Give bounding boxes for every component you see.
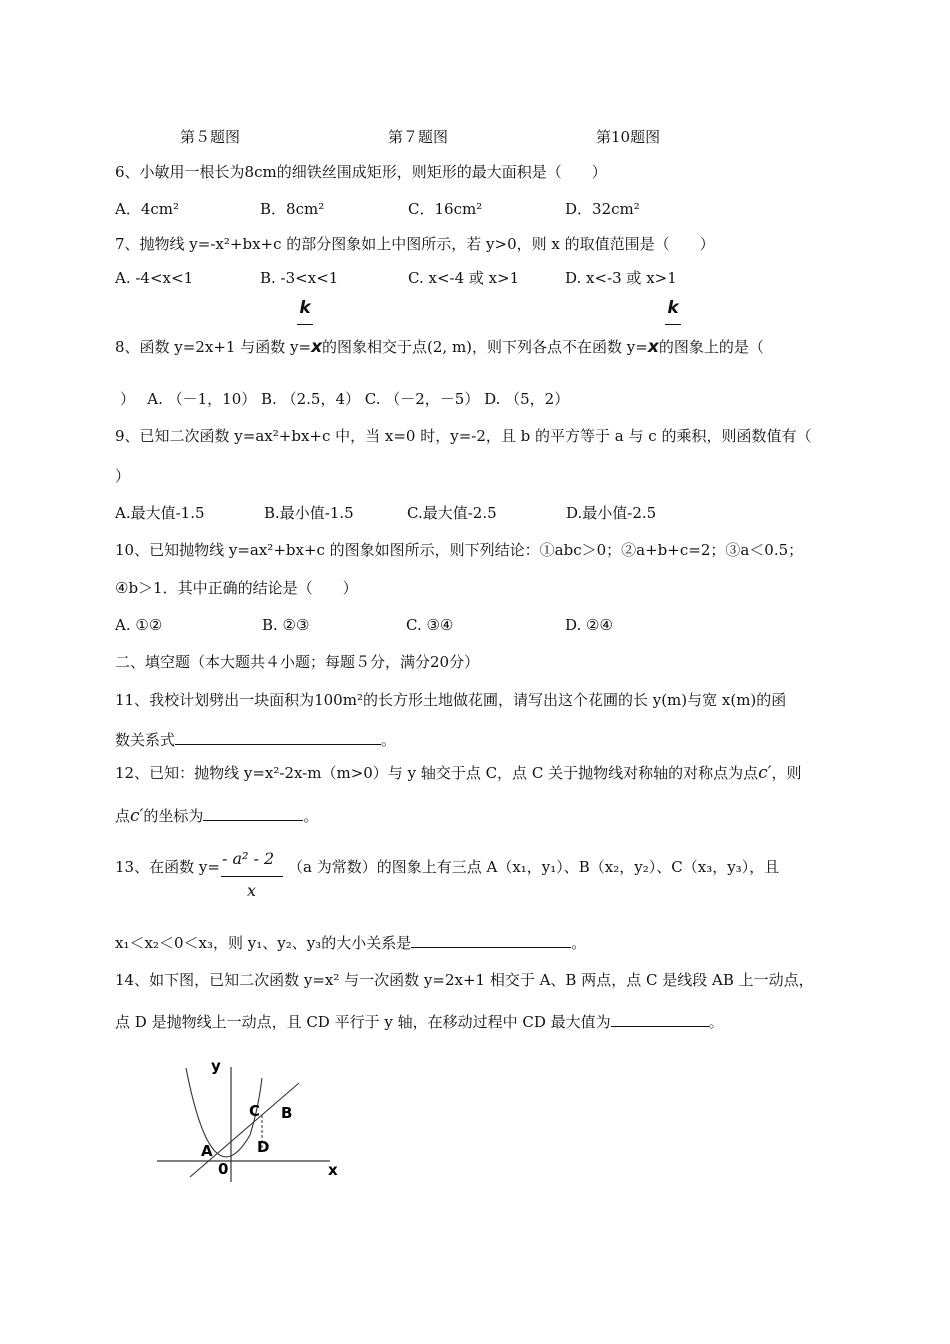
- q10-line1: 10、已知抛物线 y=ax²+bx+c 的图象如图所示，则下列结论：①abc＞0；②a+b+c=2；③a＜0.5；: [115, 541, 804, 559]
- q7-option-d: D. x<-3 或 x>1: [565, 269, 677, 287]
- section-heading: 二、填空题（本大题共４小题；每题５分，满分20分）: [115, 653, 480, 671]
- q12-line1-end: ，则: [771, 764, 802, 782]
- line-graph: [190, 1083, 299, 1177]
- q11-line1: 11、我校计划劈出一块面积为100m²的长方形土地做花圃，请写出这个花圃的长 y(m)与宽 x(m)的函: [115, 691, 787, 709]
- q8-part1: 8、函数 y=2x+1 与函数 y=: [115, 338, 312, 356]
- q6-option-b: B．8cm²: [260, 200, 325, 218]
- q8-x-denominator-2: x: [647, 337, 659, 357]
- label-b: B: [281, 1104, 293, 1122]
- q9-option-c: C.最大值-2.5: [407, 504, 497, 522]
- label-x: x: [328, 1161, 338, 1179]
- q14-end: 。: [708, 1013, 724, 1031]
- label-a: A: [201, 1142, 213, 1160]
- q8-line2: ） A. （－1，10） B. （2.5，4） C. （－2，－5） D. （5，2）: [120, 390, 570, 408]
- q8-part2: 的图象相交于点(2, m)，则下列各点不在函数 y=: [322, 338, 648, 356]
- q9-option-a: A.最大值-1.5: [115, 504, 205, 522]
- q10-line2: ④b＞1．其中正确的结论是（ ）: [115, 579, 358, 597]
- q9-option-b: B.最小值-1.5: [264, 504, 354, 522]
- caption-fig10: 第10题图: [596, 128, 661, 146]
- q10-option-d: D. ②④: [565, 616, 613, 634]
- label-y: y: [211, 1057, 221, 1075]
- q9-option-d: D.最小值-2.5: [566, 504, 657, 522]
- q12-end: 。: [303, 807, 319, 825]
- q13-part1: 13、在函数 y=: [115, 858, 220, 876]
- q6-option-c: C．16cm²: [408, 200, 483, 218]
- label-c: C: [249, 1102, 261, 1120]
- q13-denominator: x: [247, 881, 257, 900]
- q11-end: 。: [381, 731, 397, 749]
- q13-line2-text: x₁＜x₂＜0＜x₃，则 y₁、y₂、y₃的大小关系是: [115, 934, 412, 952]
- caption-fig5: 第５题图: [180, 128, 241, 146]
- q7-option-a: A. -4<x<1: [115, 269, 194, 287]
- q8-part3: 的图象上的是（: [658, 338, 764, 356]
- q10-option-c: C. ③④: [406, 616, 454, 634]
- q14-line2-text: 点 D 是抛物线上一动点，且 CD 平行于 y 轴，在移动过程中 CD 最大值为: [115, 1013, 611, 1031]
- q12-cprime-1: c′: [758, 763, 772, 783]
- q10-option-a: A. ①②: [115, 616, 163, 634]
- q9-stem: 9、已知二次函数 y=ax²+bx+c 中，当 x=0 时，y=-2，且 b 的平方等于 a 与 c 的乘积，则函数值有（: [115, 427, 812, 445]
- q6-stem: 6、小敏用一根长为8cm的细铁丝围成矩形，则矩形的最大面积是（ ）: [115, 163, 607, 181]
- q14-line1: 14、如下图，已知二次函数 y=x² 与一次函数 y=2x+1 相交于 A、B 两点，点 C 是线段 AB 上一动点，: [115, 971, 814, 989]
- label-d: D: [257, 1138, 270, 1156]
- q8-k-numerator-2: k: [667, 298, 679, 318]
- q12-cprime-2: c′: [130, 806, 144, 826]
- q10-option-b: B. ②③: [262, 616, 310, 634]
- q12-line2a: 点: [115, 807, 131, 825]
- q12-line2b: 的坐标为: [143, 807, 204, 825]
- q13-numerator: - a² - 2: [222, 849, 275, 868]
- q9-close: ）: [115, 467, 131, 485]
- q7-option-c: C. x<-4 或 x>1: [408, 269, 520, 287]
- q8-k-numerator-1: k: [299, 298, 311, 318]
- q7-stem: 7、抛物线 y=-x²+bx+c 的部分图象如上中图所示，若 y>0，则 x 的取值范围是（ ）: [115, 235, 715, 253]
- label-origin: 0: [218, 1160, 229, 1178]
- q8-x-denominator-1: x: [311, 337, 323, 357]
- q6-option-a: A．4cm²: [115, 200, 180, 218]
- q7-option-b: B. -3<x<1: [260, 269, 339, 287]
- q12-text: 12、已知：抛物线 y=x²-2x-m（m>0）与 y 轴交于点 C，点 C 关于抛物线对称轴的对称点为点: [115, 764, 759, 782]
- q13-end: 。: [571, 934, 587, 952]
- caption-fig7: 第７题图: [388, 128, 449, 146]
- q13-part2: （a 为常数）的图象上有三点 A（x₁，y₁）、B（x₂，y₂）、C（x₃，y₃），且: [288, 858, 780, 876]
- q6-option-d: D．32cm²: [565, 200, 640, 218]
- q11-text: 数关系式: [115, 731, 176, 749]
